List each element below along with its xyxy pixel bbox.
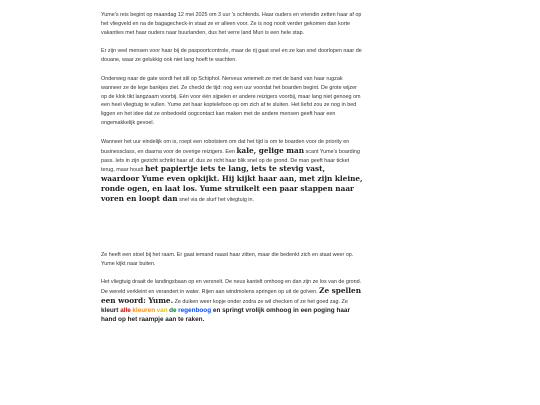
rainbow-word: regenboog bbox=[178, 306, 212, 314]
rainbow-word: van bbox=[156, 306, 168, 314]
paragraph-5: Ze heeft een stoel bij het raam. Er gaat iemand naast haar zitten, maar die bedenkt zich en staat weer op. Yume kijkt naar buiten. bbox=[101, 251, 354, 267]
paragraph-6 bbox=[101, 278, 363, 325]
text-run: Het vliegtuig draait de landingsbaan op en versnelt. De neus kantelt omhoog en dan zijn ze los van de grond. De wereld verkleint en verandert in water. Rijen aan windmolens springen op uit de golven. bbox=[101, 279, 362, 295]
paragraph-4 bbox=[101, 138, 363, 205]
emphasis-serif: Ze spellen een woord: Yume. bbox=[101, 286, 362, 305]
paragraph-1: Yume's reis begint op maandag 12 mei 2025 om 3 uur 's ochtends. Haar ouders en vriendin zetten haar af op het vliegveld en na de bagagecheck-in staat ze er alleen voor. Ze is nog nooit verder gekomen dan korte vakanties met haar ouders naar buurlanden, dus het verre land Muri is een hele stap. bbox=[101, 12, 362, 36]
emphasis-serif: kale, gelige man bbox=[236, 145, 305, 155]
rainbow-word: kleuren bbox=[132, 306, 156, 314]
emphasis-bold: kleurt bbox=[101, 306, 121, 314]
text-run: scant Yume's boarding pass. Iets in zijn gezicht schrikt haar af, dus ze richt haar blik snel op de grond. De man geeft haar ticket terug, maar houdt bbox=[101, 148, 360, 174]
section-gap bbox=[101, 215, 363, 251]
rainbow-word: alle bbox=[120, 306, 131, 314]
story-column bbox=[101, 11, 363, 334]
emphasis-serif: het papiertje iets te lang, iets te stevig vast, waardoor Yume even opkijkt. Hij kijkt haar aan, met zijn kleine, ronde ogen, en laat los. Yume struikelt een paar stappen naar voren en loopt dan bbox=[101, 164, 363, 204]
text-run: snel via de slurf het vliegtuig in. bbox=[177, 197, 255, 204]
paragraph-2: Er zijn veel mensen voor haar bij de paspoortcontrole, maar de rij gaat snel en ze kan snel doorlopen naar de douane, waar ze gelukkig ook niet lang hoeft te wachten. bbox=[101, 48, 362, 64]
paragraph-3: Onderweg naar de gate wordt het stil op Schiphol. Nerveus wriemelt ze met de band van haar rugzak wanneer ze de lege bankjes ziet. Ze checkt de tijd: nog een uur voordat het boarden begint. De grote wijzer op de klok tikt langzaam voorbij. Eén voor één sijpelen er andere reizigers voorbij, maar lang niet genoeg om een heel vliegtuig te vullen. Yume zet haar koptelefoon op om zich af te sluiten. Het liefst zou ze nog in bed liggen en het idee dat ze onbedoeld oogcontact kan maken met de andere mensen geeft haar een ongemakkelijk gevoel. bbox=[101, 75, 361, 127]
rainbow-word: de bbox=[169, 306, 177, 314]
text-run: Ze duiken weer kopje onder zodra ze wil checken of ze het goed zag. Ze bbox=[173, 298, 348, 305]
text-run: Wanneer het uur eindelijk om is, roept een robotstem om dat het tijd is om te boarden voor de priority en businessclass, en daarna voor de overige reizigers. Een bbox=[101, 138, 350, 155]
emphasis-bold: en springt vrolijk omhoog in een poging haar hand op het raampje aan te raken. bbox=[101, 306, 350, 323]
